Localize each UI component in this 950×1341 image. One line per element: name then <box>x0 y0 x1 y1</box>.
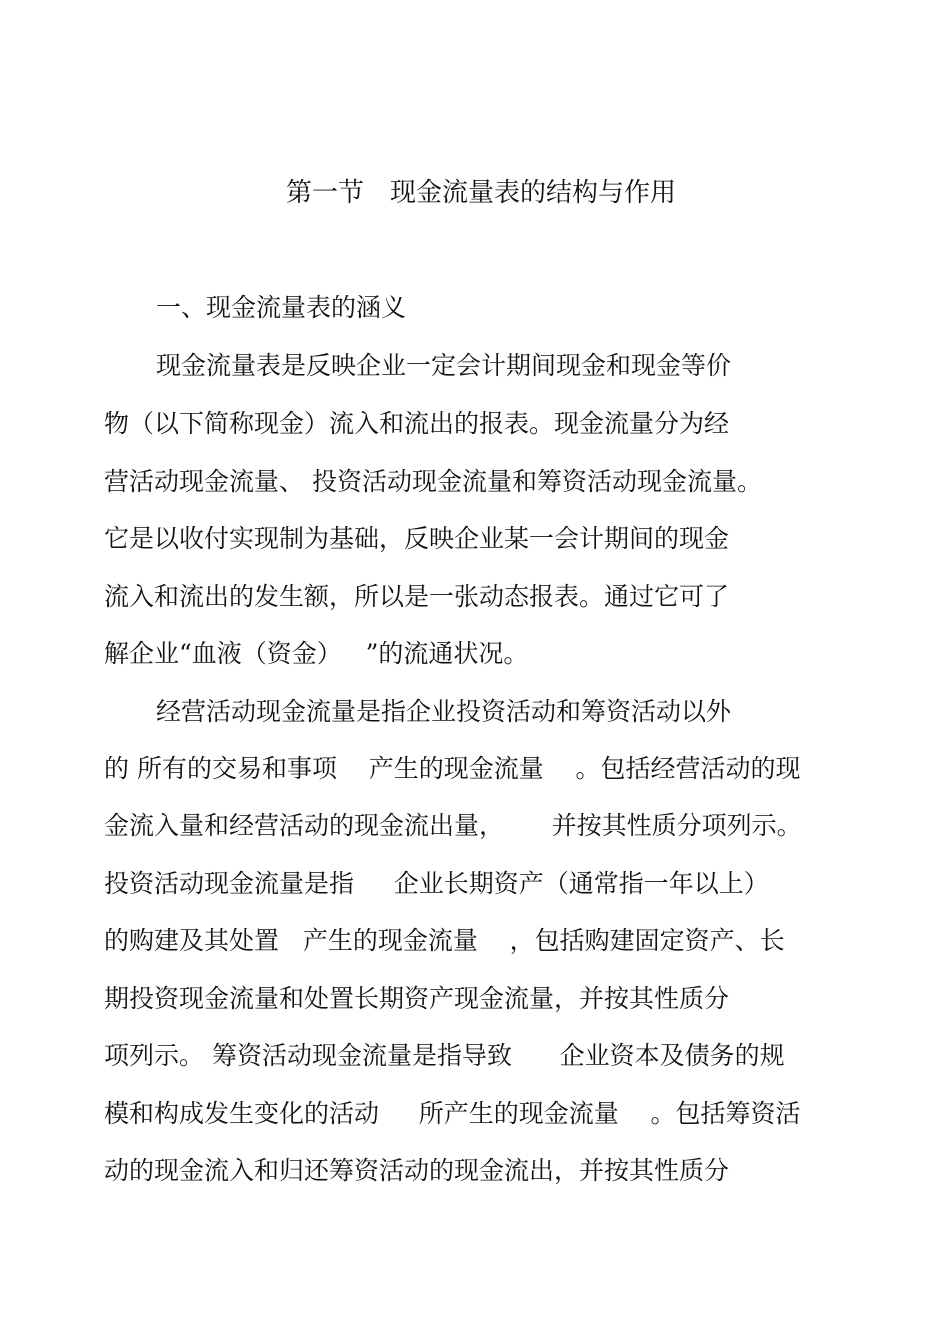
paragraph-line: 金流入量和经营活动的现金流出量， 并按其性质分项列示。 <box>104 811 802 840</box>
paragraph-line: 现金流量表是反映企业一定会计期间现金和现金等价 <box>156 351 732 380</box>
paragraph-line: 经营活动现金流量是指企业投资活动和筹资活动以外 <box>156 697 732 726</box>
page-title: 第一节 现金流量表的结构与作用 <box>286 178 677 208</box>
paragraph-line: 的购建及其处置 产生的现金流量 ，包括购建固定资产、长 <box>104 926 785 955</box>
paragraph-line: 物（以下简称现金）流入和流出的报表。现金流量分为经 <box>104 409 730 438</box>
paragraph-line: 模和构成发生变化的活动 所产生的现金流量 。包括筹资活 <box>104 1099 801 1128</box>
paragraph-line: 营活动现金流量、 投资活动现金流量和筹资活动现金流量。 <box>104 467 762 496</box>
paragraph-line: 它是以收付实现制为基础，反映企业某一会计期间的现金 <box>104 524 730 553</box>
paragraph-line: 项列示。 筹资活动现金流量是指导致 企业资本及债务的规 <box>104 1041 785 1070</box>
section-heading: 一、现金流量表的涵义 <box>156 293 407 322</box>
paragraph-line: 的 所有的交易和事项 产生的现金流量 。包括经营活动的现 <box>104 754 801 783</box>
paragraph-line: 动的现金流入和归还筹资活动的现金流出，并按其性质分 <box>104 1156 730 1185</box>
paragraph-line: 期投资现金流量和处置长期资产现金流量，并按其性质分 <box>104 984 730 1013</box>
paragraph-line: 流入和流出的发生额，所以是一张动态报表。通过它可了 <box>104 582 730 611</box>
paragraph-line: 投资活动现金流量是指 企业长期资产（通常指一年以上） <box>104 869 769 898</box>
paragraph-line: 解企业“血液（资金） ”的流通状况。 <box>104 639 529 668</box>
